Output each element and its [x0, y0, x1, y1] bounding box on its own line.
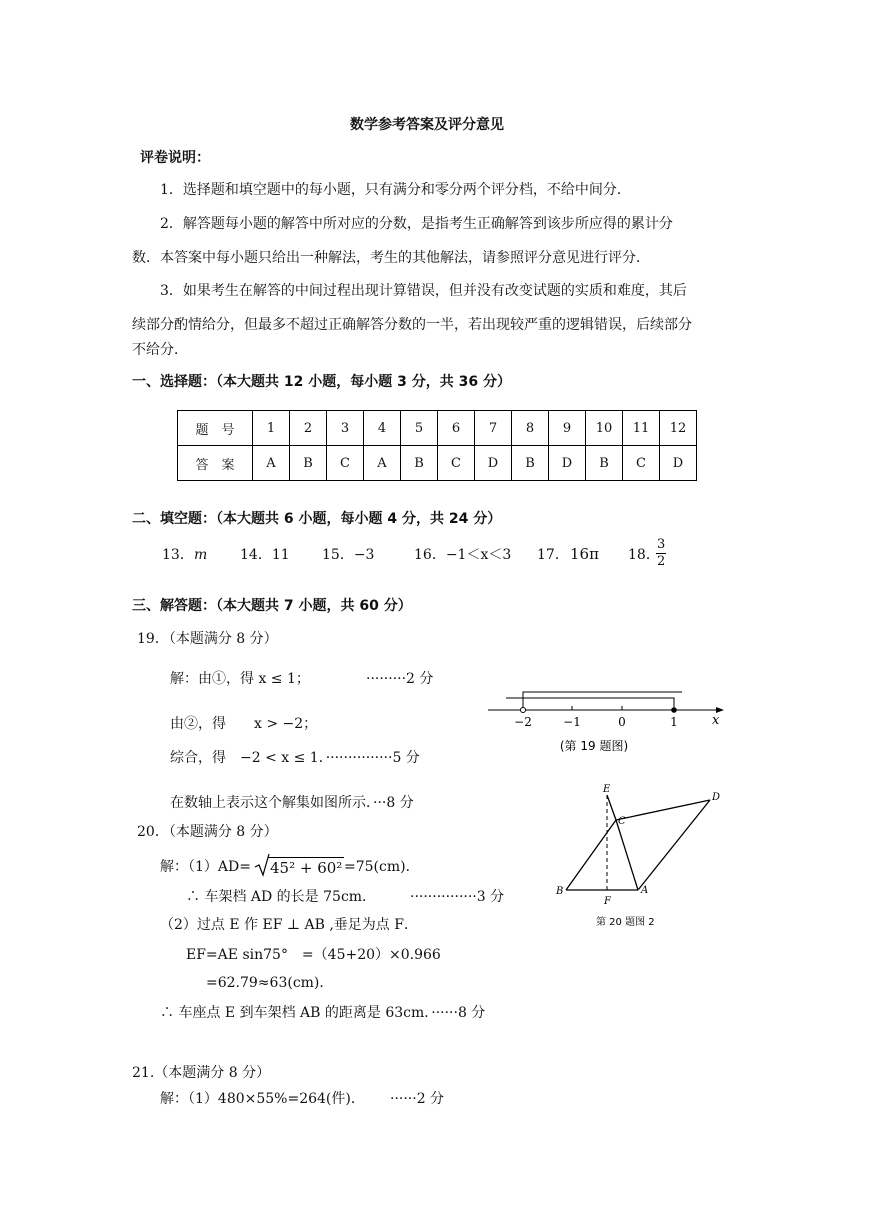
solution-bracket-le-1: [506, 698, 674, 710]
table-row: [178, 411, 697, 446]
note-2-line-2: 数．本答案中每小题只给出一种解法，考生的其他解法，请参照评分意见进行评分．: [132, 250, 650, 266]
q21-line-1-score: ······2 分: [390, 1091, 445, 1107]
q19-line-1: 解：由①，得 x ≤ 1；: [170, 671, 310, 687]
q20-line-4: EF=AE sin75° =（45+20）×0.966: [186, 947, 441, 963]
section-3-heading: 三、解答题：（本大题共 7 小题，共 60 分）: [132, 598, 412, 614]
table-cell: 6: [438, 411, 475, 446]
table-row: [178, 446, 697, 481]
fraction-denominator: 2: [657, 554, 666, 569]
q20-line-2: ∴ 车架档 AD 的长是 75cm．: [186, 889, 377, 905]
table-cell: 7: [475, 411, 512, 446]
q20-line-1a: 解：（1）AD=: [160, 859, 251, 875]
point-label: B: [556, 886, 564, 897]
table-cell: D: [660, 446, 697, 481]
fill-13-label: 13．: [162, 547, 194, 563]
table-cell: C: [438, 446, 475, 481]
point-label: C: [618, 816, 626, 827]
table-cell: 11: [623, 411, 660, 446]
tick-label: 0: [618, 715, 626, 729]
table-cell: 5: [401, 411, 438, 446]
fraction-numerator: 3: [657, 537, 666, 552]
table-cell: 2: [290, 411, 327, 446]
table-cell: D: [549, 446, 586, 481]
q19-title: 19．（本题满分 8 分）: [137, 631, 278, 647]
table-cell: 3: [327, 411, 364, 446]
axis-label: x: [712, 713, 720, 728]
segment-ca: [616, 820, 638, 890]
q20-line-6: ∴ 车座点 E 到车架档 AB 的距离是 63cm．······8 分: [160, 1005, 486, 1021]
q19-number-line-figure: [486, 684, 736, 756]
segment-bc: [566, 820, 616, 890]
figure-caption: (第 19 题图): [559, 739, 629, 753]
q19-line-2: 由②，得 x > −2；: [170, 716, 318, 732]
table-cell: 4: [364, 411, 401, 446]
table-cell: A: [253, 446, 290, 481]
row-label-number: 题 号: [178, 411, 253, 446]
point-label: A: [641, 885, 649, 896]
notes-heading: 评卷说明：: [140, 150, 210, 166]
closed-point-1: [671, 707, 677, 713]
table-cell: B: [290, 446, 327, 481]
table-cell: 8: [512, 411, 549, 446]
fill-14: 14．11: [240, 547, 290, 563]
note-2-line-1: 2．解答题每小题的解答中所对应的分数，是指考生正确解答到该步所应得的累计分: [160, 216, 673, 232]
segment-ec: [607, 795, 616, 820]
note-3-line-3: 不给分．: [132, 342, 188, 358]
row-label-answer: 答 案: [178, 446, 253, 481]
table-cell: 9: [549, 411, 586, 446]
solution-bracket-gt-minus-2: [523, 692, 682, 710]
q19-line-4: 在数轴上表示这个解集如图所示．···8 分: [170, 795, 414, 811]
table-cell: A: [364, 446, 401, 481]
section-1-heading: 一、选择题：（本大题共 12 小题，每小题 3 分，共 36 分）: [132, 374, 511, 390]
table-cell: C: [623, 446, 660, 481]
table-cell: B: [512, 446, 549, 481]
q19-line-1-score: ·········2 分: [366, 671, 434, 687]
table-cell: C: [327, 446, 364, 481]
page-title: 数学参考答案及评分意见: [350, 117, 504, 133]
table-cell: B: [401, 446, 438, 481]
q20-title: 20．（本题满分 8 分）: [137, 824, 278, 840]
table-cell: 1: [253, 411, 290, 446]
q20-line-5: =62.79≈63(cm)．: [206, 975, 334, 991]
tick-label: 1: [670, 715, 678, 729]
note-1: 1．选择题和填空题中的每小题，只有满分和零分两个评分档，不给中间分．: [160, 182, 631, 198]
table-cell: B: [586, 446, 623, 481]
fill-15: 15．−3: [322, 547, 375, 563]
q19-line-3: 综合，得 −2 < x ≤ 1．···············5 分: [170, 750, 420, 766]
note-3-line-1: 3．如果考生在解答的中间过程出现计算错误，但并没有改变试题的实质和难度，其后: [160, 283, 687, 299]
section-2-heading: 二、填空题：（本大题共 6 小题，每小题 4 分，共 24 分）: [132, 511, 502, 527]
fill-18-label: 18．: [628, 547, 660, 563]
fill-18-fraction: [656, 537, 666, 570]
fill-17-label: 17．: [537, 547, 569, 563]
q20-radicand: 45² + 60²: [270, 859, 343, 877]
point-label: F: [604, 896, 611, 907]
open-point-minus-2: [521, 708, 526, 713]
answer-table: [177, 410, 697, 481]
fill-17-answer: 16π: [570, 545, 599, 563]
q21-title: 21.（本题满分 8 分）: [132, 1065, 271, 1081]
tick-label: −1: [563, 715, 581, 729]
table-cell: 12: [660, 411, 697, 446]
tick-label: −2: [514, 715, 532, 729]
figure-caption: 第 20 题图 2: [596, 917, 655, 928]
q20-line-1b: =75(cm)．: [344, 859, 420, 875]
point-label: D: [712, 792, 721, 803]
q20-geometry-figure: [550, 780, 730, 930]
q21-line-1: 解：（1）480×55%=264(件)．: [160, 1091, 365, 1107]
fill-13-answer: m: [194, 547, 208, 563]
table-cell: 10: [586, 411, 623, 446]
note-3-line-2: 续部分酌情给分，但最多不超过正确解答分数的一半，若出现较严重的逻辑错误，后续部分: [132, 317, 692, 333]
q20-line-2-score: ···············3 分: [410, 889, 505, 905]
table-cell: D: [475, 446, 512, 481]
fill-16: 16．−1＜x＜3: [414, 547, 512, 563]
point-label: E: [603, 784, 611, 795]
q20-line-3: （2）过点 E 作 EF ⊥ AB ,垂足为点 F．: [160, 917, 418, 933]
